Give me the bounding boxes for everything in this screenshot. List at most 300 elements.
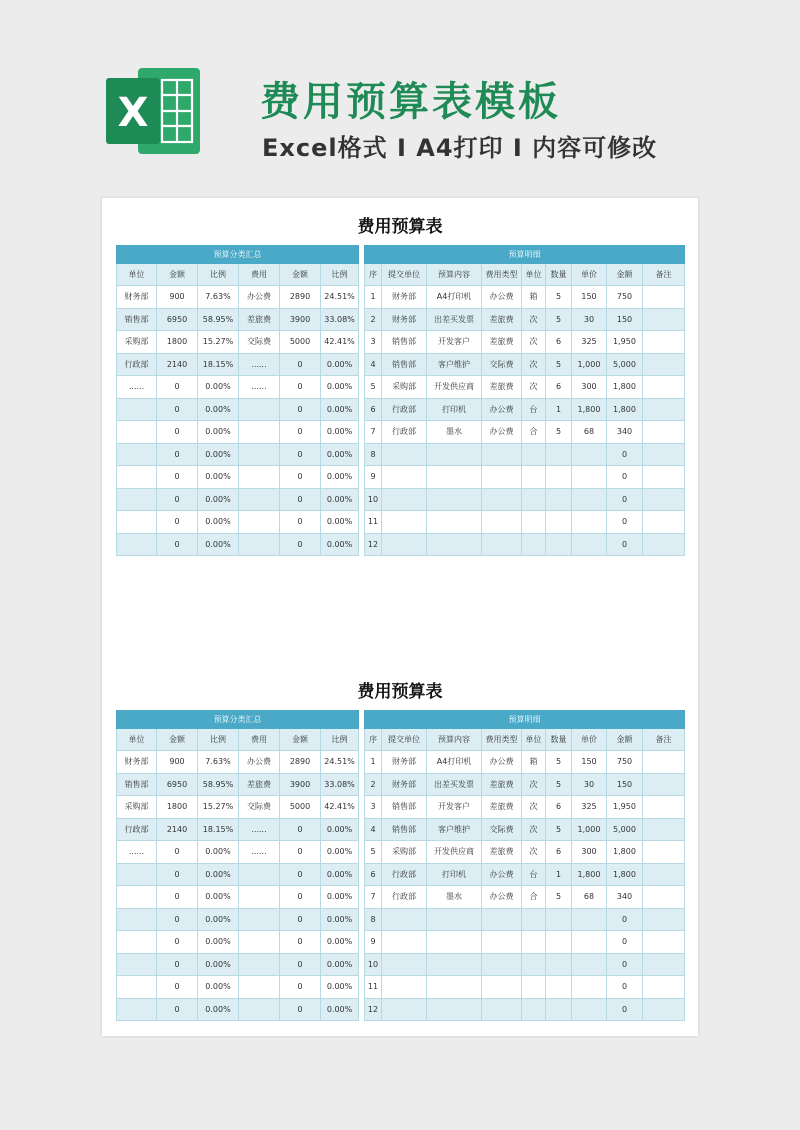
table-cell: 0 bbox=[157, 398, 198, 421]
table-cell: 42.41% bbox=[321, 796, 359, 819]
table-cell bbox=[482, 511, 522, 534]
table-cell bbox=[546, 998, 572, 1021]
table-cell: 办公费 bbox=[482, 398, 522, 421]
table-row bbox=[365, 886, 685, 909]
column-header: 费用类型 bbox=[482, 264, 522, 286]
table-cell: 销售部 bbox=[117, 308, 157, 331]
table-cell bbox=[643, 488, 685, 511]
table-cell bbox=[522, 533, 546, 556]
table-cell: 0 bbox=[607, 511, 643, 534]
table-cell bbox=[427, 511, 482, 534]
table-cell bbox=[482, 466, 522, 489]
table-cell: 0 bbox=[280, 443, 321, 466]
table-row bbox=[117, 331, 359, 354]
table-cell bbox=[239, 908, 280, 931]
table-cell: 7.63% bbox=[198, 751, 239, 774]
table-cell: ...... bbox=[239, 818, 280, 841]
table-cell: 0 bbox=[607, 998, 643, 1021]
table-row bbox=[117, 931, 359, 954]
table-cell bbox=[427, 931, 482, 954]
table-cell: 箱 bbox=[522, 286, 546, 309]
table-cell: 12 bbox=[365, 998, 382, 1021]
table-cell: 墨水 bbox=[427, 421, 482, 444]
table-cell bbox=[643, 998, 685, 1021]
table-cell: 次 bbox=[522, 773, 546, 796]
table-cell: 行政部 bbox=[382, 863, 427, 886]
table-cell bbox=[482, 908, 522, 931]
table-cell: 6950 bbox=[157, 773, 198, 796]
table-cell: 0 bbox=[157, 533, 198, 556]
table-cell bbox=[572, 953, 607, 976]
table-cell bbox=[427, 998, 482, 1021]
table-cell: 0 bbox=[157, 841, 198, 864]
table-cell: 6 bbox=[546, 841, 572, 864]
table-cell: ...... bbox=[239, 353, 280, 376]
table-cell bbox=[522, 908, 546, 931]
table-cell bbox=[546, 511, 572, 534]
table-cell bbox=[482, 443, 522, 466]
table-cell: 1 bbox=[365, 286, 382, 309]
table-cell: A4打印机 bbox=[427, 751, 482, 774]
table-row bbox=[365, 796, 685, 819]
column-header: 提交单位 bbox=[382, 264, 427, 286]
table-cell: 客户维护 bbox=[427, 818, 482, 841]
table-cell bbox=[427, 466, 482, 489]
table-cell bbox=[427, 953, 482, 976]
table-cell: 1 bbox=[365, 751, 382, 774]
table-row bbox=[365, 908, 685, 931]
column-header: 预算内容 bbox=[427, 264, 482, 286]
table-cell bbox=[382, 511, 427, 534]
table-section-title: 预算明细 bbox=[365, 246, 685, 264]
table-cell: 150 bbox=[572, 751, 607, 774]
table-cell: 30 bbox=[572, 308, 607, 331]
table-cell: 0.00% bbox=[198, 863, 239, 886]
table-cell: 150 bbox=[607, 308, 643, 331]
table-cell: 1 bbox=[546, 398, 572, 421]
table-cell bbox=[643, 286, 685, 309]
table-cell bbox=[427, 533, 482, 556]
table-cell: 340 bbox=[607, 886, 643, 909]
table-cell: 2890 bbox=[280, 286, 321, 309]
column-header: 金额 bbox=[280, 264, 321, 286]
table-row bbox=[365, 376, 685, 399]
table-cell: 办公费 bbox=[482, 886, 522, 909]
table-cell bbox=[522, 976, 546, 999]
table-row bbox=[365, 511, 685, 534]
table-cell: 0.00% bbox=[321, 533, 359, 556]
table-cell bbox=[427, 443, 482, 466]
table-cell: 开发供应商 bbox=[427, 376, 482, 399]
table-cell: 财务部 bbox=[382, 286, 427, 309]
table-cell: ...... bbox=[239, 841, 280, 864]
table-row bbox=[365, 398, 685, 421]
table-cell bbox=[643, 511, 685, 534]
table-cell: 行政部 bbox=[117, 353, 157, 376]
table-cell bbox=[643, 353, 685, 376]
table-cell: 差旅费 bbox=[482, 841, 522, 864]
summary-table bbox=[116, 245, 359, 556]
budget-sheet-1 bbox=[102, 198, 698, 558]
table-cell: 5000 bbox=[280, 796, 321, 819]
table-cell bbox=[382, 533, 427, 556]
table-cell: 0 bbox=[280, 398, 321, 421]
sheet-title: 费用预算表 bbox=[357, 682, 443, 702]
table-cell: 墨水 bbox=[427, 886, 482, 909]
table-cell bbox=[382, 931, 427, 954]
table-cell: 0.00% bbox=[321, 886, 359, 909]
table-cell: 销售部 bbox=[382, 796, 427, 819]
table-cell bbox=[117, 511, 157, 534]
table-cell: 6 bbox=[365, 398, 382, 421]
table-cell bbox=[522, 931, 546, 954]
table-cell: 差旅费 bbox=[482, 773, 522, 796]
table-cell: 5 bbox=[546, 308, 572, 331]
column-header: 金额 bbox=[280, 729, 321, 751]
table-cell bbox=[427, 976, 482, 999]
table-cell: 3 bbox=[365, 796, 382, 819]
table-cell: 行政部 bbox=[117, 818, 157, 841]
table-cell: 0.00% bbox=[321, 931, 359, 954]
table-cell bbox=[427, 908, 482, 931]
table-cell: 300 bbox=[572, 841, 607, 864]
table-row bbox=[117, 466, 359, 489]
table-row bbox=[117, 488, 359, 511]
table-cell bbox=[643, 953, 685, 976]
table-cell bbox=[546, 908, 572, 931]
table-cell: 交际费 bbox=[482, 353, 522, 376]
table-cell bbox=[643, 796, 685, 819]
table-cell: 0.00% bbox=[198, 466, 239, 489]
table-cell: 0 bbox=[157, 976, 198, 999]
table-cell: 3 bbox=[365, 331, 382, 354]
table-row bbox=[117, 863, 359, 886]
table-cell bbox=[482, 488, 522, 511]
table-cell: 33.08% bbox=[321, 308, 359, 331]
table-cell: 次 bbox=[522, 308, 546, 331]
table-row bbox=[117, 908, 359, 931]
table-cell: 5 bbox=[546, 773, 572, 796]
column-header: 比例 bbox=[198, 264, 239, 286]
table-row bbox=[365, 863, 685, 886]
table-cell: 0 bbox=[607, 488, 643, 511]
table-cell: 0.00% bbox=[321, 841, 359, 864]
table-cell: 0.00% bbox=[321, 863, 359, 886]
table-row bbox=[365, 841, 685, 864]
table-cell: 2140 bbox=[157, 353, 198, 376]
table-cell bbox=[117, 466, 157, 489]
table-cell bbox=[643, 931, 685, 954]
table-cell bbox=[239, 886, 280, 909]
table-cell: 采购部 bbox=[382, 376, 427, 399]
table-row bbox=[117, 443, 359, 466]
table-row bbox=[117, 841, 359, 864]
table-cell: 18.15% bbox=[198, 353, 239, 376]
column-header: 金额 bbox=[607, 729, 643, 751]
table-cell: 58.95% bbox=[198, 308, 239, 331]
table-cell bbox=[239, 931, 280, 954]
column-header: 费用类型 bbox=[482, 729, 522, 751]
table-row bbox=[365, 466, 685, 489]
table-cell: 0 bbox=[280, 886, 321, 909]
table-cell bbox=[382, 488, 427, 511]
table-cell: 1,950 bbox=[607, 331, 643, 354]
table-row bbox=[117, 976, 359, 999]
table-cell: 次 bbox=[522, 353, 546, 376]
table-cell: 1,000 bbox=[572, 353, 607, 376]
table-cell: 325 bbox=[572, 796, 607, 819]
table-cell bbox=[572, 466, 607, 489]
table-row bbox=[117, 953, 359, 976]
table-cell: 0 bbox=[280, 376, 321, 399]
table-cell: 0.00% bbox=[321, 398, 359, 421]
table-row bbox=[117, 796, 359, 819]
table-cell: 采购部 bbox=[382, 841, 427, 864]
table-cell: 次 bbox=[522, 331, 546, 354]
table-cell: 0.00% bbox=[198, 533, 239, 556]
table-cell: 0.00% bbox=[198, 398, 239, 421]
table-cell: 打印机 bbox=[427, 398, 482, 421]
table-cell: 0.00% bbox=[321, 818, 359, 841]
table-row bbox=[365, 533, 685, 556]
table-cell bbox=[546, 466, 572, 489]
column-header: 数量 bbox=[546, 729, 572, 751]
table-cell: 0.00% bbox=[198, 443, 239, 466]
table-cell bbox=[643, 886, 685, 909]
table-row bbox=[365, 953, 685, 976]
table-cell: 财务部 bbox=[382, 308, 427, 331]
table-cell bbox=[382, 466, 427, 489]
table-cell: 8 bbox=[365, 908, 382, 931]
table-cell: 0.00% bbox=[198, 953, 239, 976]
table-cell: 0.00% bbox=[321, 511, 359, 534]
table-row bbox=[365, 443, 685, 466]
table-cell: 0 bbox=[280, 908, 321, 931]
table-cell: 0 bbox=[280, 353, 321, 376]
table-cell: 24.51% bbox=[321, 751, 359, 774]
table-row bbox=[365, 308, 685, 331]
table-cell: ...... bbox=[239, 376, 280, 399]
table-cell: 差旅费 bbox=[482, 308, 522, 331]
table-cell bbox=[239, 488, 280, 511]
table-cell bbox=[482, 953, 522, 976]
table-row bbox=[117, 751, 359, 774]
table-cell: 0.00% bbox=[321, 376, 359, 399]
column-header: 比例 bbox=[321, 729, 359, 751]
table-cell: 0.00% bbox=[321, 908, 359, 931]
table-cell: 15.27% bbox=[198, 331, 239, 354]
table-cell: 5 bbox=[546, 818, 572, 841]
table-cell bbox=[643, 443, 685, 466]
table-row bbox=[365, 331, 685, 354]
table-cell bbox=[572, 488, 607, 511]
table-cell: 差旅费 bbox=[482, 796, 522, 819]
table-row bbox=[365, 998, 685, 1021]
table-cell: 台 bbox=[522, 863, 546, 886]
column-header: 单价 bbox=[572, 264, 607, 286]
column-header: 费用 bbox=[239, 729, 280, 751]
table-cell: 0.00% bbox=[198, 886, 239, 909]
table-cell bbox=[239, 976, 280, 999]
table-cell bbox=[117, 421, 157, 444]
table-cell: 12 bbox=[365, 533, 382, 556]
table-cell: 300 bbox=[572, 376, 607, 399]
table-cell: 0.00% bbox=[321, 421, 359, 444]
table-cell bbox=[522, 443, 546, 466]
table-cell bbox=[427, 488, 482, 511]
table-cell: 出差买发票 bbox=[427, 773, 482, 796]
table-cell: 0 bbox=[607, 953, 643, 976]
table-cell bbox=[482, 976, 522, 999]
document-paper bbox=[102, 198, 698, 1036]
table-cell bbox=[239, 998, 280, 1021]
table-cell: 2890 bbox=[280, 751, 321, 774]
column-header: 预算内容 bbox=[427, 729, 482, 751]
table-cell: 0 bbox=[280, 998, 321, 1021]
table-cell: 325 bbox=[572, 331, 607, 354]
table-cell bbox=[482, 533, 522, 556]
table-cell: 办公费 bbox=[239, 286, 280, 309]
table-cell bbox=[117, 488, 157, 511]
table-cell bbox=[643, 751, 685, 774]
column-header: 费用 bbox=[239, 264, 280, 286]
table-cell: 5 bbox=[365, 841, 382, 864]
table-cell: 0 bbox=[280, 466, 321, 489]
table-cell: 6 bbox=[365, 863, 382, 886]
table-cell: 0 bbox=[157, 863, 198, 886]
table-cell bbox=[382, 976, 427, 999]
table-cell bbox=[117, 863, 157, 886]
table-cell bbox=[572, 511, 607, 534]
table-cell: 办公费 bbox=[482, 286, 522, 309]
table-cell bbox=[643, 398, 685, 421]
table-cell: 10 bbox=[365, 488, 382, 511]
column-header: 单位 bbox=[522, 264, 546, 286]
table-row bbox=[117, 818, 359, 841]
table-cell: 30 bbox=[572, 773, 607, 796]
table-cell: 0.00% bbox=[198, 376, 239, 399]
table-cell: 0 bbox=[157, 511, 198, 534]
table-cell: 1,800 bbox=[607, 376, 643, 399]
table-cell: 900 bbox=[157, 286, 198, 309]
page-header bbox=[0, 0, 800, 190]
table-cell: 4 bbox=[365, 818, 382, 841]
table-cell bbox=[239, 421, 280, 444]
table-cell: 0 bbox=[157, 953, 198, 976]
table-cell: 0.00% bbox=[198, 998, 239, 1021]
detail-table bbox=[364, 245, 685, 556]
table-cell: 财务部 bbox=[117, 286, 157, 309]
table-cell bbox=[239, 863, 280, 886]
table-row bbox=[117, 533, 359, 556]
column-header: 金额 bbox=[157, 729, 198, 751]
column-header: 备注 bbox=[643, 729, 685, 751]
table-cell bbox=[382, 908, 427, 931]
table-cell: 销售部 bbox=[117, 773, 157, 796]
table-cell bbox=[117, 931, 157, 954]
table-cell: 次 bbox=[522, 796, 546, 819]
table-cell: 差旅费 bbox=[482, 376, 522, 399]
table-row bbox=[117, 998, 359, 1021]
table-cell: 办公费 bbox=[482, 751, 522, 774]
table-row bbox=[117, 398, 359, 421]
table-cell: 客户维护 bbox=[427, 353, 482, 376]
column-header: 单价 bbox=[572, 729, 607, 751]
table-cell bbox=[117, 908, 157, 931]
table-cell: 0 bbox=[280, 841, 321, 864]
table-cell: 3900 bbox=[280, 308, 321, 331]
table-cell: 1,800 bbox=[607, 841, 643, 864]
table-cell: 0 bbox=[280, 533, 321, 556]
sheet-title: 费用预算表 bbox=[357, 217, 443, 237]
table-row bbox=[365, 421, 685, 444]
table-cell bbox=[643, 331, 685, 354]
table-cell bbox=[643, 908, 685, 931]
table-cell bbox=[572, 533, 607, 556]
table-cell: 0 bbox=[157, 376, 198, 399]
table-row bbox=[117, 421, 359, 444]
table-cell: 5000 bbox=[280, 331, 321, 354]
table-cell bbox=[239, 443, 280, 466]
table-cell: 1800 bbox=[157, 331, 198, 354]
table-section-title: 预算分类汇总 bbox=[117, 711, 359, 729]
table-cell: 9 bbox=[365, 466, 382, 489]
table-cell bbox=[643, 773, 685, 796]
table-cell: 5 bbox=[546, 353, 572, 376]
column-header: 提交单位 bbox=[382, 729, 427, 751]
table-row bbox=[117, 773, 359, 796]
table-row bbox=[365, 773, 685, 796]
table-cell: 行政部 bbox=[382, 886, 427, 909]
table-cell: 0.00% bbox=[321, 443, 359, 466]
table-cell: 0 bbox=[607, 931, 643, 954]
table-cell: 0 bbox=[280, 511, 321, 534]
table-cell bbox=[482, 931, 522, 954]
svg-text:X: X bbox=[117, 90, 149, 136]
table-cell: 打印机 bbox=[427, 863, 482, 886]
table-cell: 7.63% bbox=[198, 286, 239, 309]
table-cell bbox=[643, 976, 685, 999]
column-header: 备注 bbox=[643, 264, 685, 286]
table-cell bbox=[239, 953, 280, 976]
table-row bbox=[117, 886, 359, 909]
table-cell bbox=[117, 953, 157, 976]
table-cell bbox=[239, 466, 280, 489]
column-header: 金额 bbox=[157, 264, 198, 286]
table-cell: 差旅费 bbox=[482, 331, 522, 354]
table-cell: 0.00% bbox=[198, 931, 239, 954]
table-cell: 7 bbox=[365, 421, 382, 444]
table-cell bbox=[546, 443, 572, 466]
table-row bbox=[117, 308, 359, 331]
table-cell bbox=[643, 818, 685, 841]
table-cell: 0 bbox=[157, 443, 198, 466]
column-header: 数量 bbox=[546, 264, 572, 286]
table-cell: 次 bbox=[522, 841, 546, 864]
table-cell bbox=[239, 511, 280, 534]
table-cell: 150 bbox=[607, 773, 643, 796]
table-cell bbox=[572, 976, 607, 999]
table-cell: 办公费 bbox=[239, 751, 280, 774]
table-cell: 次 bbox=[522, 376, 546, 399]
table-cell bbox=[522, 466, 546, 489]
table-cell: 1800 bbox=[157, 796, 198, 819]
table-cell: 1,800 bbox=[607, 863, 643, 886]
table-cell bbox=[546, 488, 572, 511]
table-row bbox=[365, 488, 685, 511]
table-cell: 0.00% bbox=[198, 488, 239, 511]
table-row bbox=[365, 931, 685, 954]
